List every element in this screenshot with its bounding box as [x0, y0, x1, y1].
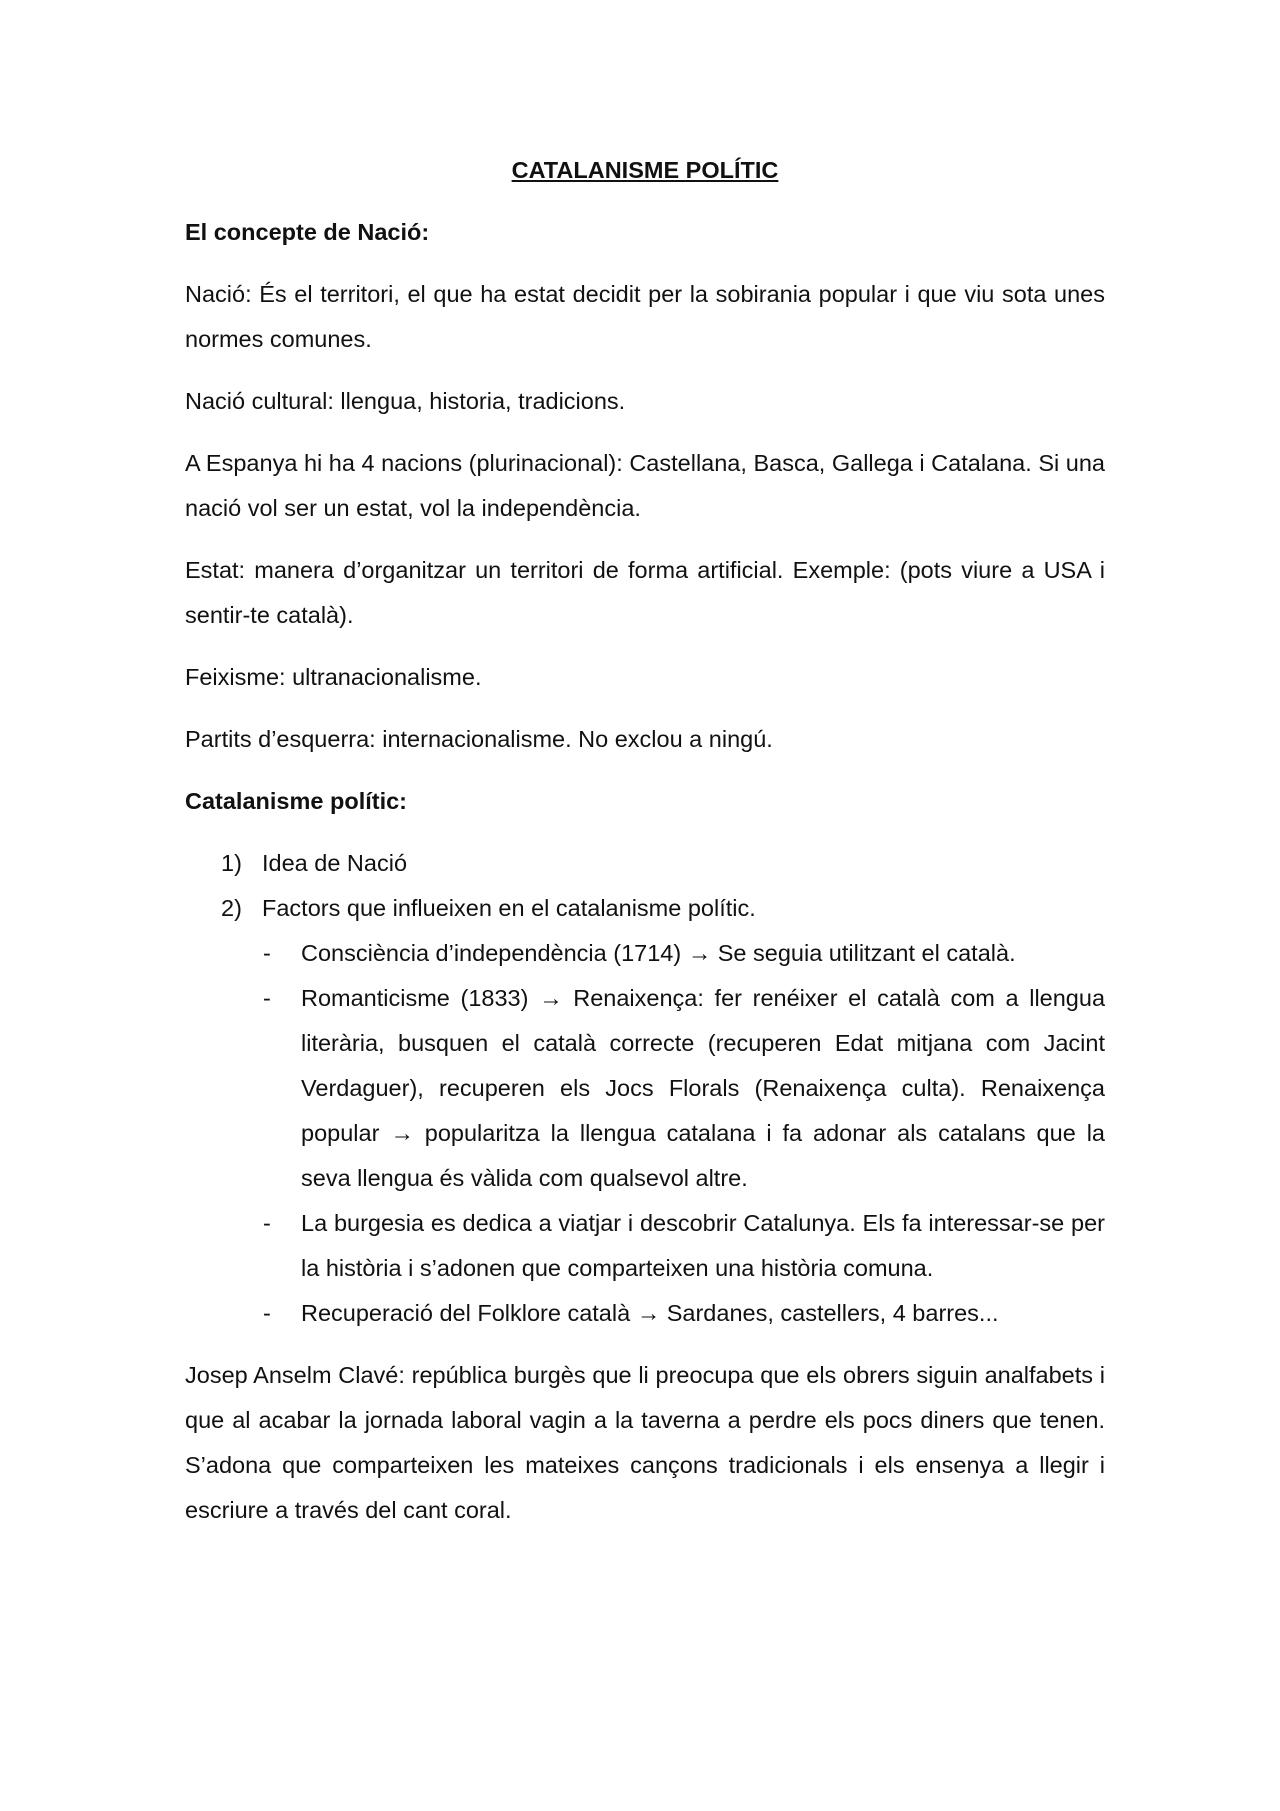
list-item	[185, 841, 1105, 886]
paragraph-feixisme: Feixisme: ultranacionalisme.	[185, 664, 482, 690]
bullet-item	[185, 976, 1105, 1201]
section-heading-catalanisme-politic: Catalanisme polític:	[185, 788, 407, 814]
arrow-right-icon: →	[539, 985, 563, 1011]
list-item-text: Idea de Nació	[262, 850, 408, 876]
document-page	[185, 148, 1105, 1550]
bullet-text: popularitza la llengua catalana i fa adonar als catalans que la seva llengua és vàlida com qualsevol altre.	[301, 1120, 1105, 1191]
paragraph-josep-anselm-clave: Josep Anselm Clavé: república burgès que li preocupa que els obrers siguin analfabets i que al acabar la jornada laboral vagin a la taverna a perdre els pocs diners que tenen. S’adona que comparteixen les mateixes cançons tradicionals i els ensenya a llegir i escriure a través del cant coral.	[185, 1362, 1105, 1523]
page-title: CATALANISME POLÍTIC	[511, 157, 779, 183]
paragraph-espanya-nacions: A Espanya hi ha 4 nacions (plurinacional): Castellana, Basca, Gallega i Catalana. Si una nació vol ser un estat, vol la independència.	[185, 450, 1105, 521]
section-heading-concepte-nacio: El concepte de Nació:	[185, 219, 430, 245]
list-marker: 1)	[221, 850, 242, 876]
bullet-text: Renaixença: fer renéixer el català com a llengua literària, busquen el català correcte (recuperen Edat mitjana com Jacint Verdaguer), recuperen els Jocs Florals (Renaixença culta). Renaixença popular	[301, 985, 1106, 1146]
bullet-list	[185, 931, 1105, 1336]
bullet-text: Se seguia utilitzant el català.	[711, 940, 1016, 966]
bullet-text: Recuperació del Folklore català	[301, 1300, 637, 1326]
bullet-text: Sardanes, castellers, 4 barres...	[660, 1300, 999, 1326]
dash-marker: -	[263, 1300, 271, 1326]
bullet-text: Romanticisme (1833)	[301, 985, 540, 1011]
arrow-right-icon: →	[636, 1300, 661, 1326]
paragraph-nacio: Nació: És el territori, el que ha estat decidit per la sobirania popular i que viu sota unes normes comunes.	[185, 281, 1105, 352]
paragraph-partits-esquerra: Partits d’esquerra: internacionalisme. No exclou a ningú.	[185, 726, 773, 752]
dash-marker: -	[263, 940, 271, 966]
paragraph-nacio-cultural: Nació cultural: llengua, historia, tradicions.	[185, 388, 626, 414]
list-item	[185, 886, 1105, 931]
bullet-item	[185, 931, 1105, 976]
arrow-right-icon: →	[390, 1120, 414, 1146]
paragraph-estat: Estat: manera d’organitzar un territori de forma artificial. Exemple: (pots viure a USA i sentir-te català).	[185, 557, 1105, 628]
numbered-list	[185, 841, 1105, 1336]
dash-marker: -	[263, 1210, 271, 1236]
bullet-text: La burgesia es dedica a viatjar i descobrir Catalunya. Els fa interessar-se per la història i s’adonen que comparteixen una història comuna.	[301, 1210, 1105, 1281]
dash-marker: -	[263, 985, 271, 1011]
bullet-item	[185, 1291, 1105, 1336]
list-marker: 2)	[221, 895, 242, 921]
bullet-text: Consciència d’independència (1714)	[301, 940, 688, 966]
arrow-right-icon: →	[687, 940, 712, 966]
list-item-text: Factors que influeixen en el catalanisme polític.	[262, 895, 756, 921]
bullet-item	[185, 1201, 1105, 1291]
